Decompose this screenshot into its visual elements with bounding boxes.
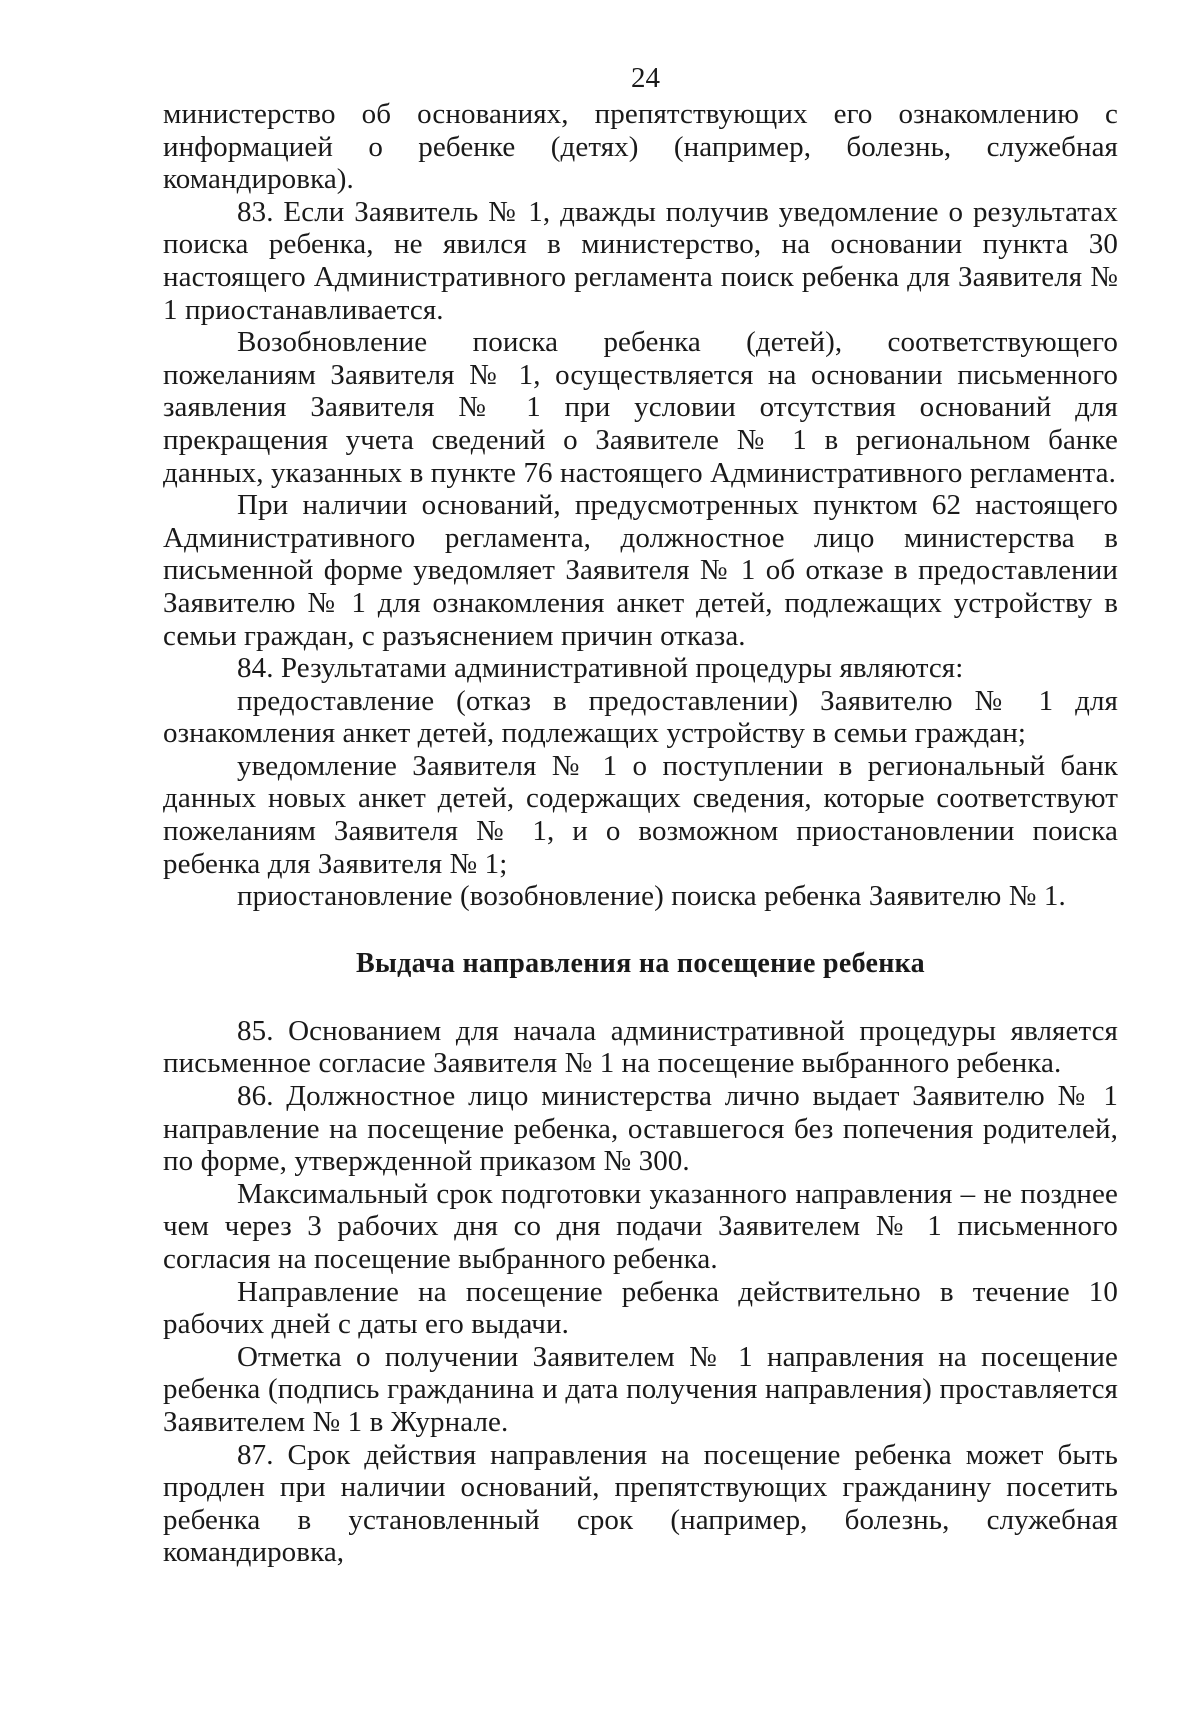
paragraph: 87. Срок действия направления на посещение ребенка может быть продлен при наличии оснований, препятствующих гражданину посетить ребенка в установленный срок (например, болезнь, служебная командировка, [163,1438,1118,1569]
paragraph: предоставление (отказ в предоставлении) Заявителю № 1 для ознакомления анкет детей, подлежащих устройству в семьи граждан; [163,684,1118,750]
section-heading: Выдача направления на посещение ребенка [356,947,925,979]
paragraph: 84. Результатами административной процедуры являются: [237,652,964,685]
paragraph: Отметка о получении Заявителем № 1 направления на посещение ребенка (подпись гражданина и дата получения направления) проставляется Заявителем № 1 в Журнале. [163,1340,1118,1438]
page-number: 24 [631,62,660,94]
paragraph: министерство об основаниях, препятствующих его ознакомлению с информацией о ребенке (детях) (например, болезнь, служебная командировка). [163,98,1118,196]
body-before-heading [163,98,1118,913]
paragraph: приостановление (возобновление) поиска ребенка Заявителю № 1. [237,880,1066,913]
paragraph: уведомление Заявителя № 1 о поступлении в региональный банк данных новых анкет детей, содержащих сведения, которые соответствуют пожеланиям Заявителя № 1, и о возможном приостановлении поиска ребенка для Заявителя № 1; [163,749,1118,880]
paragraph: При наличии оснований, предусмотренных пунктом 62 настоящего Административного регламента, должностное лицо министерства в письменной форме уведомляет Заявителя № 1 об отказе в предоставлении Заявителю № 1 для ознакомления анкет детей, подлежащих устройству в семьи граждан, с разъяснением причин отказа. [163,489,1118,652]
paragraph: 83. Если Заявитель № 1, дважды получив уведомление о результатах поиска ребенка, не явился в министерство, на основании пункта 30 настоящего Административного регламента поиск ребенка для Заявителя № 1 приостанавливается. [163,195,1118,326]
paragraph: Максимальный срок подготовки указанного направления – не позднее чем через 3 рабочих дня со дня подачи Заявителем № 1 письменного согласия на посещение выбранного ребенка. [163,1177,1118,1275]
paragraph: Возобновление поиска ребенка (детей), соответствующего пожеланиям Заявителя № 1, осуществляется на основании письменного заявления Заявителя № 1 при условии отсутствия оснований для прекращения учета сведений о Заявителе № 1 в региональном банке данных, указанных в пункте 76 настоящего Административного регламента. [163,326,1118,489]
paragraph: 86. Должностное лицо министерства лично выдает Заявителю № 1 направление на посещение ребенка, оставшегося без попечения родителей, по форме, утвержденной приказом № 300. [163,1080,1118,1178]
paragraph: 85. Основанием для начала административной процедуры является письменное согласие Заявителя № 1 на посещение выбранного ребенка. [163,1014,1118,1080]
paragraph: Направление на посещение ребенка действительно в течение 10 рабочих дней с даты его выдачи. [163,1275,1118,1341]
document-page [163,58,1118,1569]
body-after-heading [163,1015,1118,1569]
